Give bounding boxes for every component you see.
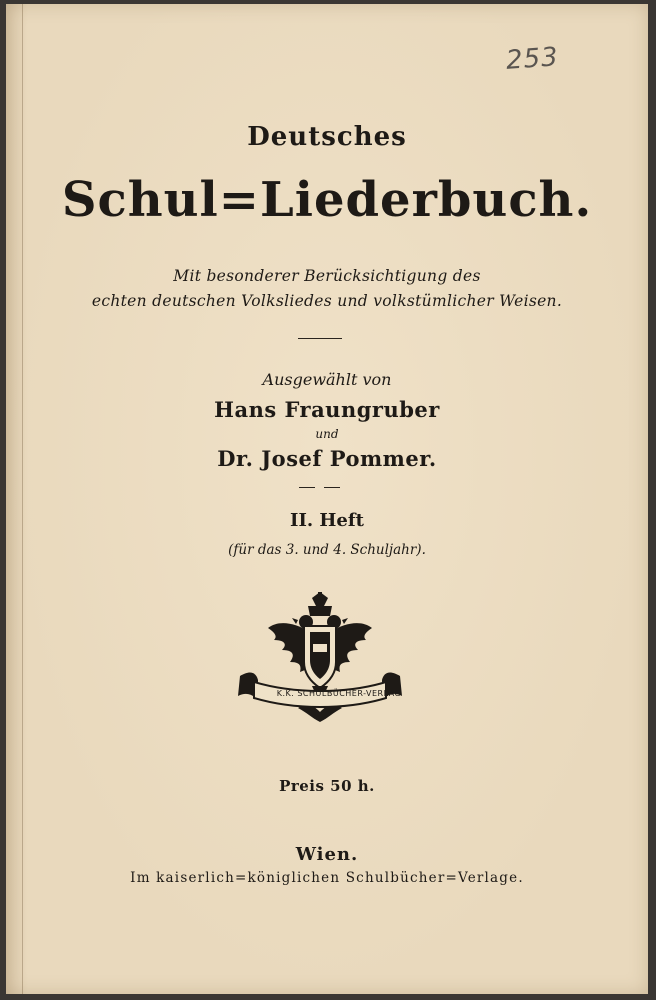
divider-rule-right — [324, 487, 340, 488]
editors-intro: Ausgewählt von — [262, 370, 392, 389]
editor-name-2: Dr. Josef Pommer. — [217, 446, 437, 471]
editor-name-1: Hans Fraungruber — [214, 397, 440, 422]
divider-rule-left — [299, 487, 315, 488]
subtitle-line-1: Mit besonderer Berücksichtigung des — [173, 267, 481, 285]
divider-rule — [298, 338, 342, 339]
double-headed-eagle-crest-icon — [234, 592, 406, 742]
imprint-place: Wien. — [295, 844, 359, 865]
emblem-banner-text: K.K. SCHULBÜCHER-VERLAG — [276, 689, 402, 698]
imprint-publisher: Im kaiserlich=königlichen Schulbücher=Verlage. — [130, 870, 524, 886]
title-page — [6, 4, 648, 994]
title-upper: Deutsches — [247, 122, 407, 152]
subtitle-line-2: echten deutschen Volksliedes und volkstümlicher Weisen. — [91, 292, 563, 310]
handwritten-shelfmark: 253 — [505, 42, 560, 76]
editors-conjunction: und — [315, 427, 339, 441]
price: Preis 50 h. — [279, 777, 375, 795]
book-title: Schul=Liederbuch. — [61, 172, 593, 228]
volume-label: II. Heft — [290, 510, 364, 531]
volume-grades: (für das 3. und 4. Schuljahr). — [228, 542, 426, 558]
